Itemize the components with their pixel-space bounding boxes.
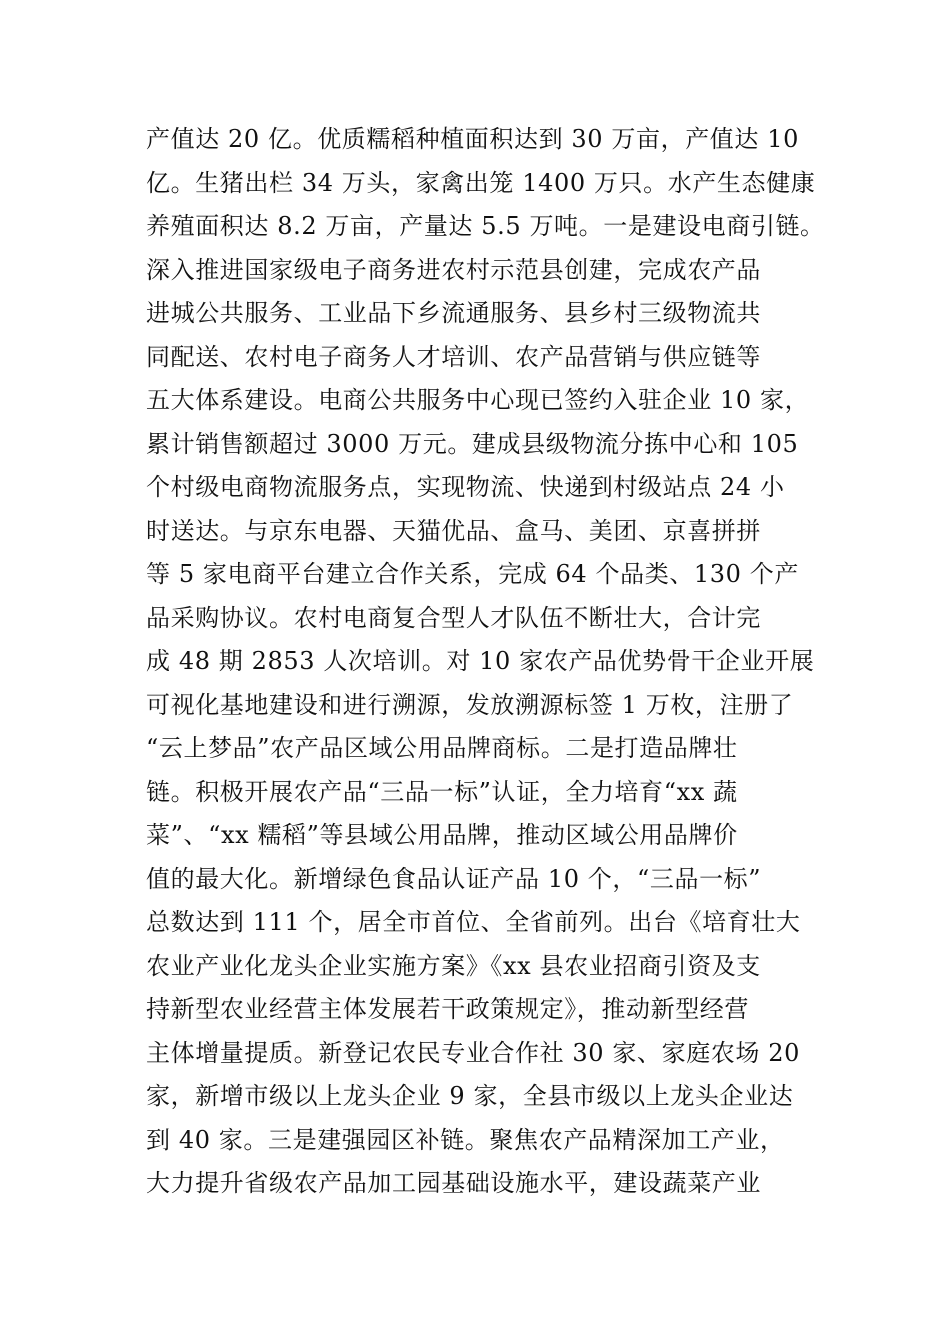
text-line: 养殖面积达 8.2 万亩，产量达 5.5 万吨。一是建设电商引链。 [146, 212, 825, 240]
text-line: 品采购协议。农村电商复合型人才队伍不断壮大，合计完 [146, 603, 761, 632]
text-line: 同配送、农村电子商务人才培训、农产品营销与供应链等 [146, 342, 761, 371]
text-line: “云上梦品”农产品区域公用品牌商标。二是打造品牌壮 [146, 734, 738, 762]
text-line: 深入推进国家级电子商务进农村示范县创建，完成农产品 [146, 255, 761, 284]
text-line: 产值达 20 亿。优质糯稻种植面积达到 30 万亩，产值达 10 [146, 125, 799, 153]
text-line: 累计销售额超过 3000 万元。建成县级物流分拣中心和 105 [146, 429, 799, 458]
body-text [146, 118, 866, 1206]
text-line: 进城公共服务、工业品下乡流通服务、县乡村三级物流共 [146, 299, 761, 327]
text-line: 到 40 家。三是建强园区补链。聚焦农产品精深加工产业， [146, 1125, 785, 1154]
text-line: 成 48 期 2853 人次培训。对 10 家农产品优势骨干企业开展 [146, 647, 815, 675]
text-line: 亿。生猪出栏 34 万头，家禽出笼 1400 万只。水产生态健康 [146, 168, 816, 197]
text-line: 总数达到 111 个，居全市首位、全省前列。出台《培育壮大 [146, 908, 801, 936]
text-line: 农业产业化龙头企业实施方案》《xx 县农业招商引资及支 [146, 951, 761, 980]
text-line: 持新型农业经营主体发展若干政策规定》，推动新型经营 [146, 995, 749, 1023]
text-line: 菜”、“xx 糯稻”等县域公用品牌，推动区域公用品牌价 [146, 821, 738, 849]
text-line: 大力提升省级农产品加工园基础设施水平，建设蔬菜产业 [146, 1169, 761, 1197]
text-line: 五大体系建设。电商公共服务中心现已签约入驻企业 10 家， [146, 386, 810, 414]
text-line: 主体增量提质。新登记农民专业合作社 30 家、家庭农场 20 [146, 1038, 800, 1067]
text-line: 家，新增市级以上龙头企业 9 家，全县市级以上龙头企业达 [146, 1082, 794, 1110]
text-line: 个村级电商物流服务点，实现物流、快递到村级站点 24 小 [146, 473, 785, 501]
text-line: 等 5 家电商平台建立合作关系，完成 64 个品类、130 个产 [146, 560, 799, 588]
text-line: 可视化基地建设和进行溯源，发放溯源标签 1 万枚，注册了 [146, 690, 794, 719]
text-line: 值的最大化。新增绿色食品认证产品 10 个，“三品一标” [146, 864, 762, 893]
text-line: 链。积极开展农产品“三品一标”认证，全力培育“xx 蔬 [146, 777, 738, 806]
text-line: 时送达。与京东电器、天猫优品、盒马、美团、京喜拼拼 [146, 516, 761, 545]
